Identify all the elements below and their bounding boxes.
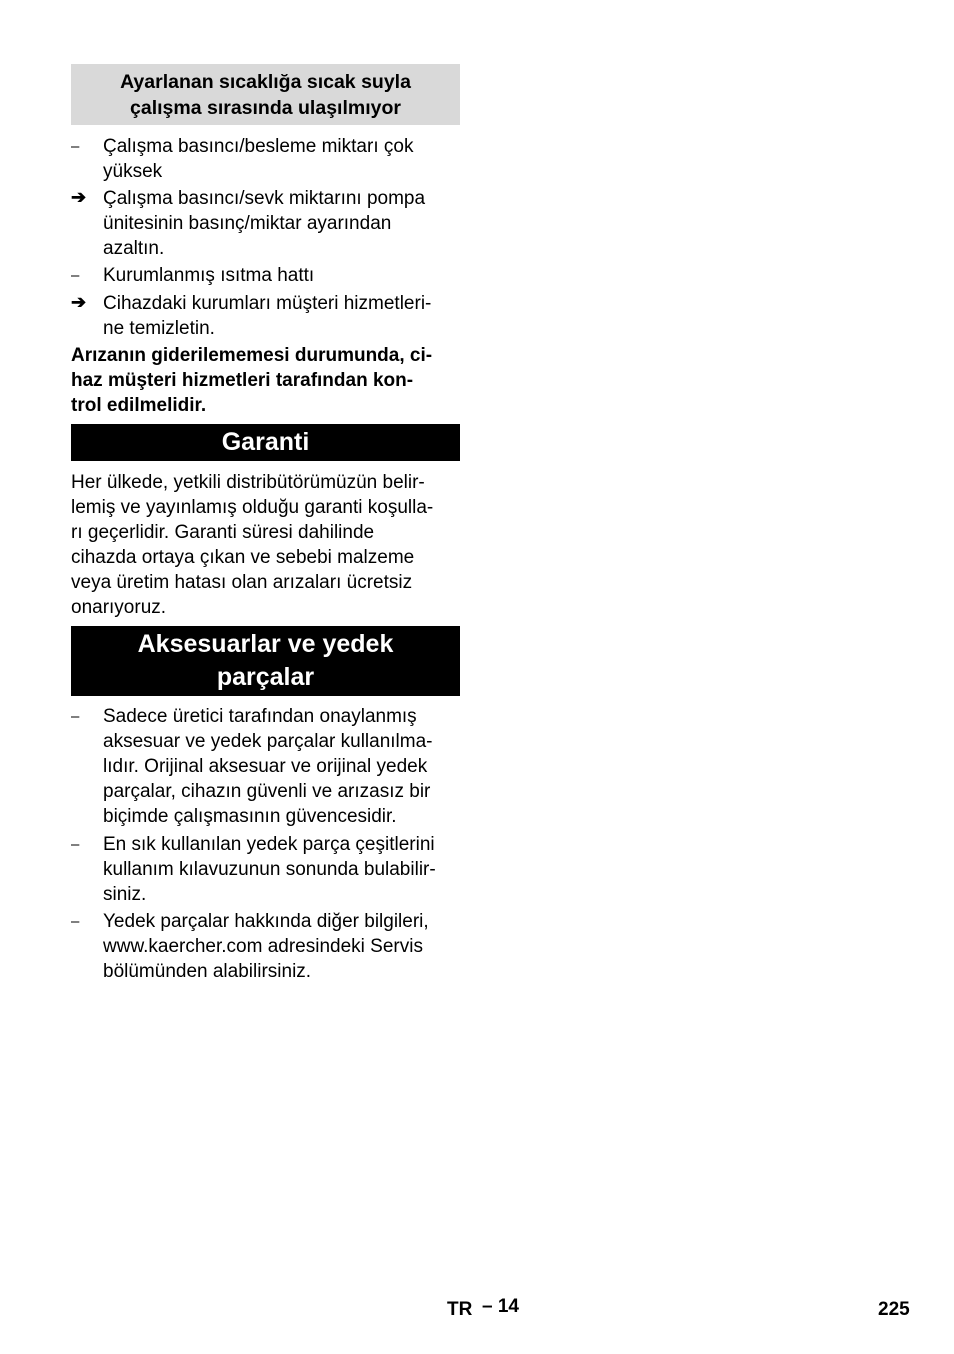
- page-number: 225: [878, 1299, 910, 1320]
- list-item-line: Çalışma basıncı/besleme miktarı çok: [103, 136, 414, 157]
- list-item-line: www.kaercher.com adresindeki Servis: [103, 936, 423, 957]
- arrow-right-icon: ➔: [71, 292, 87, 312]
- list-item-line: parçalar, cihazın güvenli ve arızasız bir: [103, 781, 431, 802]
- dash-marker: –: [71, 267, 80, 284]
- list-item-line: lıdır. Orijinal aksesuar ve orijinal yedek: [103, 756, 428, 777]
- heading-line: Aksesuarlar ve yedek: [137, 630, 394, 658]
- note-line: haz müşteri hizmetleri tarafından kon-: [71, 370, 414, 391]
- note-line: trol edilmelidir.: [71, 395, 207, 416]
- dash-marker: –: [71, 913, 80, 930]
- list-item-line: Çalışma basıncı/sevk miktarını pompa: [103, 188, 426, 209]
- list-item-line: ne temizletin.: [103, 318, 215, 339]
- accessories-heading: [71, 626, 460, 696]
- list-item-line: Kurumlanmış ısıtma hattı: [103, 265, 315, 286]
- footer-section-page: – 14: [482, 1296, 519, 1317]
- footer-language: TR: [447, 1299, 473, 1320]
- list-item-line: siniz.: [103, 884, 147, 905]
- list-item-line: En sık kullanılan yedek parça çeşitlerini: [103, 834, 435, 855]
- list-item-line: biçimde çalışmasının güvencesidir.: [103, 806, 397, 827]
- arrow-right-icon: ➔: [71, 187, 87, 207]
- body-line: Her ülkede, yetkili distribütörümüzün belir-: [71, 472, 425, 493]
- body-line: lemiş ve yayınlamış olduğu garanti koşulla-: [71, 497, 434, 518]
- body-line: onarıyoruz.: [71, 597, 167, 618]
- list-item-line: Cihazdaki kurumları müşteri hizmetleri-: [103, 293, 432, 314]
- troubleshoot-heading-line: Ayarlanan sıcaklığa sıcak suyla: [120, 71, 411, 93]
- troubleshoot-heading: [71, 64, 460, 125]
- list-item-line: aksesuar ve yedek parçalar kullanılma-: [103, 731, 433, 752]
- support-note: [71, 343, 460, 418]
- body-line: rı geçerlidir. Garanti süresi dahilinde: [71, 522, 375, 543]
- body-line: cihazda ortaya çıkan ve sebebi malzeme: [71, 547, 415, 568]
- dash-marker: –: [71, 708, 80, 725]
- list-item-line: kullanım kılavuzunun sonunda bulabilir-: [103, 859, 436, 880]
- body-line: veya üretim hatası olan arızaları ücretsiz: [71, 572, 413, 593]
- note-line: Arızanın giderilememesi durumunda, ci-: [71, 345, 433, 366]
- dash-marker: –: [71, 138, 80, 155]
- list-item-line: yüksek: [103, 161, 163, 182]
- list-item-line: Yedek parçalar hakkında diğer bilgileri,: [103, 911, 429, 932]
- heading-line: parçalar: [216, 663, 315, 691]
- dash-marker: –: [71, 836, 80, 853]
- list-item-line: ünitesinin basınç/miktar ayarından: [103, 213, 392, 234]
- troubleshoot-heading-line: çalışma sırasında ulaşılmıyor: [130, 97, 401, 119]
- list-item-line: azaltın.: [103, 238, 165, 259]
- warranty-heading: Garanti: [71, 424, 460, 461]
- warranty-body: [71, 470, 460, 620]
- list-item-line: Sadece üretici tarafından onaylanmış: [103, 706, 417, 727]
- list-item-line: bölümünden alabilirsiniz.: [103, 961, 312, 982]
